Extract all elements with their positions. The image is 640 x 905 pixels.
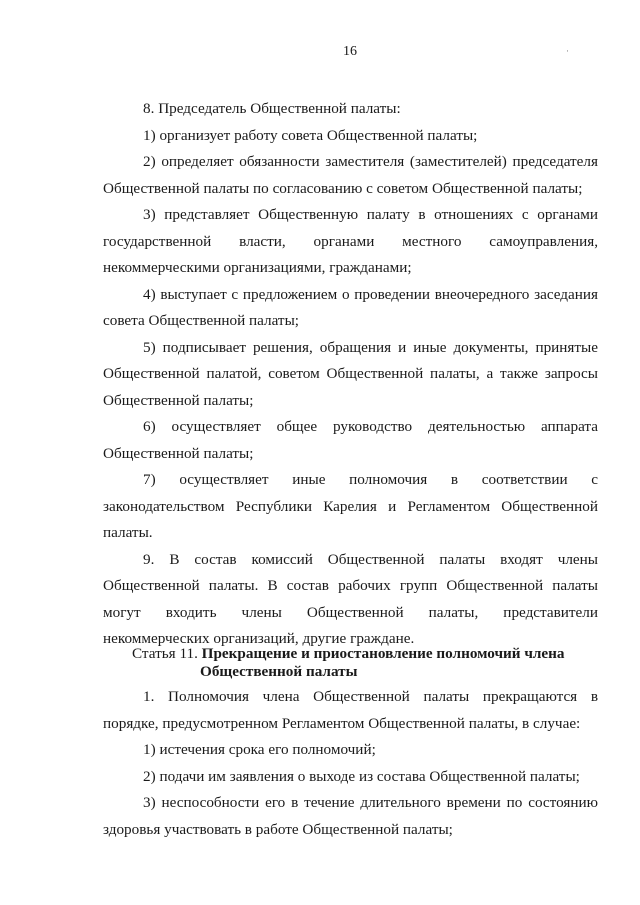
section-8-item: 3) представляет Общественную палату в отношениях с органами государственной власти, органами местного самоуправления, некоммерческими организациями, гражданами; xyxy=(103,206,598,276)
article-11-item: 2) подачи им заявления о выходе из состава Общественной палаты; xyxy=(143,767,580,785)
section-8-intro: 8. Председатель Общественной палаты: xyxy=(143,100,401,117)
article-11-paragraph: 1. Полномочия члена Общественной палаты прекращаются в порядке, предусмотренном Регламентом Общественной палаты, в случае: xyxy=(103,688,598,732)
section-8-item: 2) определяет обязанности заместителя (заместителей) председателя Общественной палаты по согласованию с советом Общественной палаты; xyxy=(103,153,598,197)
section-8-block xyxy=(103,96,598,653)
scan-mark: · xyxy=(566,46,569,56)
article-11-item: 3) неспособности его в течение длительного времени по состоянию здоровья участвовать в работе Общественной палаты; xyxy=(103,794,598,838)
article-11-heading xyxy=(132,645,602,681)
section-8-item: 6) осуществляет общее руководство деятельностью аппарата Общественной палаты; xyxy=(103,418,598,462)
section-9-paragraph: 9. В состав комиссий Общественной палаты входят члены Общественной палаты. В состав рабочих групп Общественной палаты могут входить члены Общественной палаты, представители некоммерческих организаций, другие граждане. xyxy=(103,550,598,647)
article-11-body xyxy=(103,684,598,843)
article-title-line2: Общественной палаты xyxy=(200,663,358,680)
section-8-item: 1) организует работу совета Общественной палаты; xyxy=(143,126,478,144)
section-8-item: 7) осуществляет иные полномочия в соответствии с законодательством Республики Карелия и Регламентом Общественной палаты. xyxy=(103,471,598,541)
section-8-item: 4) выступает с предложением о проведении внеочередного заседания совета Общественной палаты; xyxy=(103,285,598,329)
article-title: Прекращение и приостановление полномочий члена xyxy=(201,645,565,662)
page-number: 16 xyxy=(343,44,357,59)
section-8-item: 5) подписывает решения, обращения и иные документы, принятые Общественной палатой, советом Общественной палаты, а также запросы Общественной палаты; xyxy=(103,338,598,409)
article-number: Статья 11. xyxy=(132,645,198,662)
article-11-item: 1) истечения срока его полномочий; xyxy=(143,741,376,758)
